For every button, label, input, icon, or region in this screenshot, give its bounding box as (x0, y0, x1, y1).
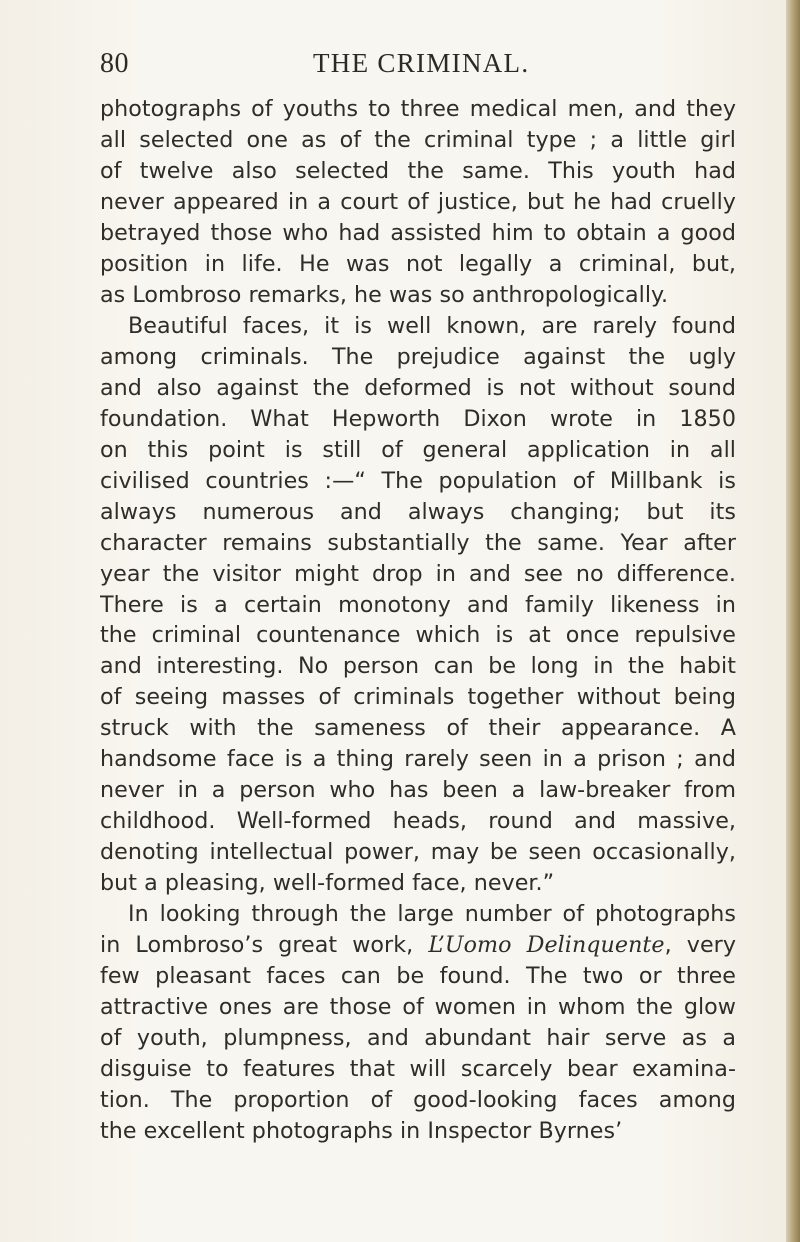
text-line: position in life. He was not legally a criminal, but, (100, 250, 736, 277)
text-line: the excellent photographs in Inspector Byrnes’ (100, 1117, 623, 1144)
text-line: In looking through the large number of photographs (128, 901, 736, 928)
text-line: tion. The proportion of good-looking faces among (100, 1087, 736, 1113)
text-line: never in a person who has been a law-breaker from (100, 777, 736, 804)
text-line: all selected one as of the criminal type ; a little girl (100, 126, 736, 153)
text-line: always numerous and always changing; but its (100, 498, 736, 525)
text-line: childhood. Well-formed heads, round and massive, (100, 808, 736, 835)
text-line: year the visitor might drop in and see no difference. (100, 560, 736, 587)
text-line: civilised countries :—“ The population of Millbank is (100, 467, 736, 494)
text-line-start: in Lombroso’s great work, (100, 932, 429, 959)
italic-text-line (100, 930, 736, 961)
text-line: of seeing masses of criminals together without being (100, 684, 736, 711)
text-line: among criminals. The prejudice against the ugly (100, 343, 736, 370)
text-line: of twelve also selected the same. This youth had (100, 157, 736, 184)
book-edge-shadow (786, 0, 800, 1242)
text-line: denoting intellectual power, may be seen occasionally, (100, 839, 736, 866)
text-line: foundation. What Hepworth Dixon wrote in 1850 (100, 405, 736, 432)
text-line: of youth, plumpness, and abundant hair serve as a (100, 1025, 736, 1052)
text-line: There is a certain monotony and family likeness in (100, 591, 736, 618)
page-number: 80 (100, 48, 129, 79)
text-line: and interesting. No person can be long in the habit (100, 653, 736, 680)
text-line: and also against the deformed is not without sound (100, 374, 736, 401)
text-line: never appeared in a court of justice, but he had cruelly (100, 188, 736, 215)
text-line: Beautiful faces, it is well known, are rarely found (128, 312, 736, 339)
text-line: handsome face is a thing rarely seen in a prison ; and (100, 746, 736, 773)
text-line: attractive ones are those of women in whom the glow (100, 994, 736, 1021)
book-title: L’Uomo Delinquente (428, 932, 665, 959)
running-head: THE CRIMINAL. (313, 48, 530, 78)
text-line: betrayed those who had assisted him to obtain a good (100, 219, 736, 246)
text-line: the criminal countenance which is at once repulsive (100, 622, 736, 649)
page-header (100, 48, 736, 88)
body-text (100, 94, 736, 1147)
text-line: as Lombroso remarks, he was so anthropologically. (100, 281, 669, 308)
text-line: character remains substantially the same. Year after (100, 529, 736, 556)
text-line: few pleasant faces can be found. The two or three (100, 963, 736, 990)
text-line-end: , very (664, 932, 736, 959)
text-line: photographs of youths to three medical men, and they (100, 96, 736, 122)
text-line: disguise to features that will scarcely bear examina- (100, 1056, 736, 1083)
text-line: struck with the sameness of their appearance. A (100, 715, 736, 742)
text-line: but a pleasing, well-formed face, never.” (100, 870, 555, 897)
text-line: on this point is still of general application in all (100, 436, 736, 463)
